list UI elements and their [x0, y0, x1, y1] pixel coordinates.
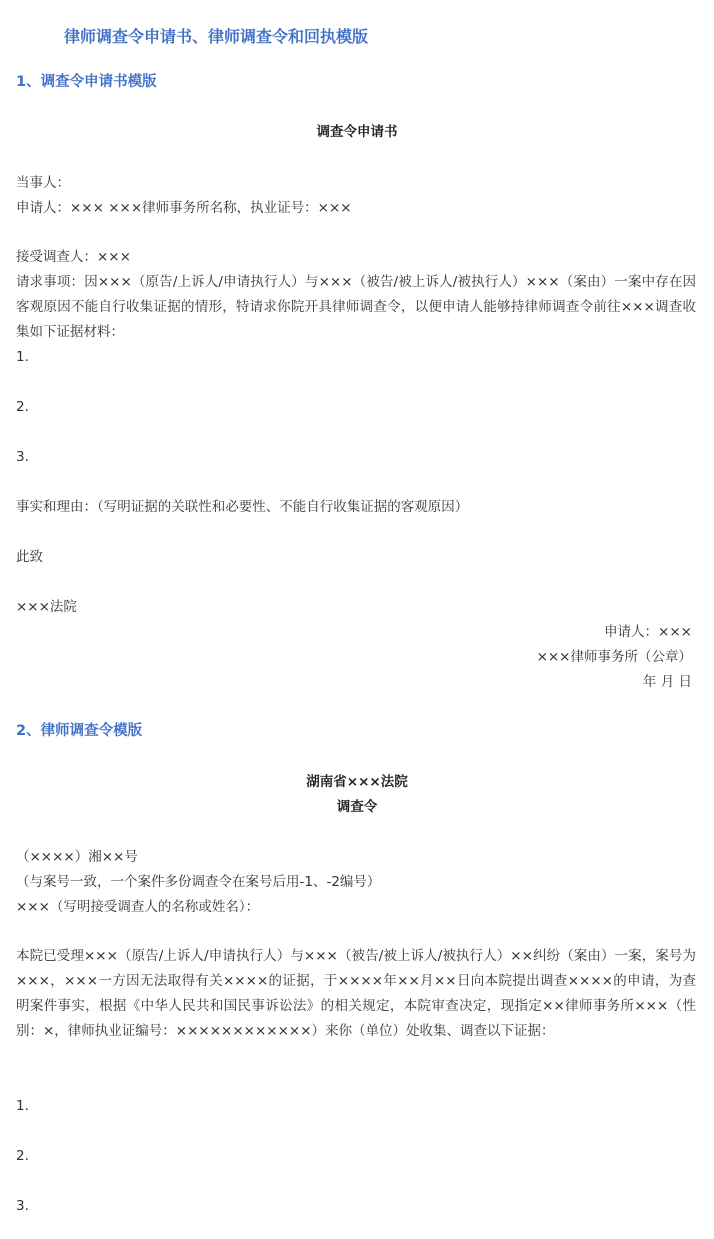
order-body-paragraph: 本院已受理×××（原告/上诉人/申请执行人）与×××（被告/被上诉人/被执行人）××纠纷（案由）一案，案号为×××，×××一方因无法取得有关××××的证据，于××××年××月××日向本院提出调查××××的申请，为查明案件事实，根据《中华人民共和国民事诉讼法》的相关规定，本院审查决定，现指定××律师事务所×××（性别：×，律师执业证编号：××××××××××××）来你（单位）处收集、调查以下证据： — [16, 948, 696, 1039]
case-number-note: （与案号一致，一个案件多份调查令在案号后用-1、-2编号） — [16, 874, 381, 890]
court-name: ×××法院 — [16, 599, 77, 615]
facts-reasons-line: 事实和理由：（写明证据的关联性和必要性、不能自行收集证据的客观原因） — [16, 499, 469, 515]
court-title: 湖南省×××法院 — [306, 774, 408, 790]
application-title: 调查令申请书 — [316, 124, 398, 140]
order-title: 调查令 — [336, 799, 378, 815]
main-title: 律师调查令申请书、律师调查令和回执模版 — [64, 27, 369, 46]
section1-heading: 1、调查令申请书模版 — [16, 74, 157, 90]
section2-heading: 2、律师调查令模版 — [16, 723, 143, 739]
party-label: 当事人： — [16, 175, 70, 191]
order-item-2: 2. — [16, 1148, 29, 1164]
recipient-line: ×××（写明接受调查人的名称或姓名）： — [16, 899, 260, 915]
respondent-line: 接受调查人：××× — [16, 249, 131, 265]
evidence-item-3: 3. — [16, 449, 29, 465]
applicant-line: 申请人：××× ×××律师事务所名称，执业证号：××× — [16, 200, 352, 216]
request-paragraph: 请求事项：因×××（原告/上诉人/申请执行人）与×××（被告/被上诉人/被执行人）×××（案由）一案中存在因客观原因不能自行收集证据的情形，特请求你院开具律师调查令，以便申请人能够持律师调查令前往×××调查收集如下证据材料： — [16, 274, 696, 340]
order-item-3: 3. — [16, 1198, 29, 1214]
order-item-1: 1. — [16, 1098, 29, 1114]
signature-applicant: 申请人：××× — [604, 624, 692, 640]
signature-date: 年 月 日 — [642, 674, 692, 690]
case-number: （××××）湘××号 — [16, 849, 138, 865]
salutation: 此致 — [16, 549, 43, 565]
evidence-item-2: 2. — [16, 399, 29, 415]
evidence-item-1: 1. — [16, 349, 29, 365]
signature-firm: ×××律师事务所（公章） — [536, 649, 692, 665]
